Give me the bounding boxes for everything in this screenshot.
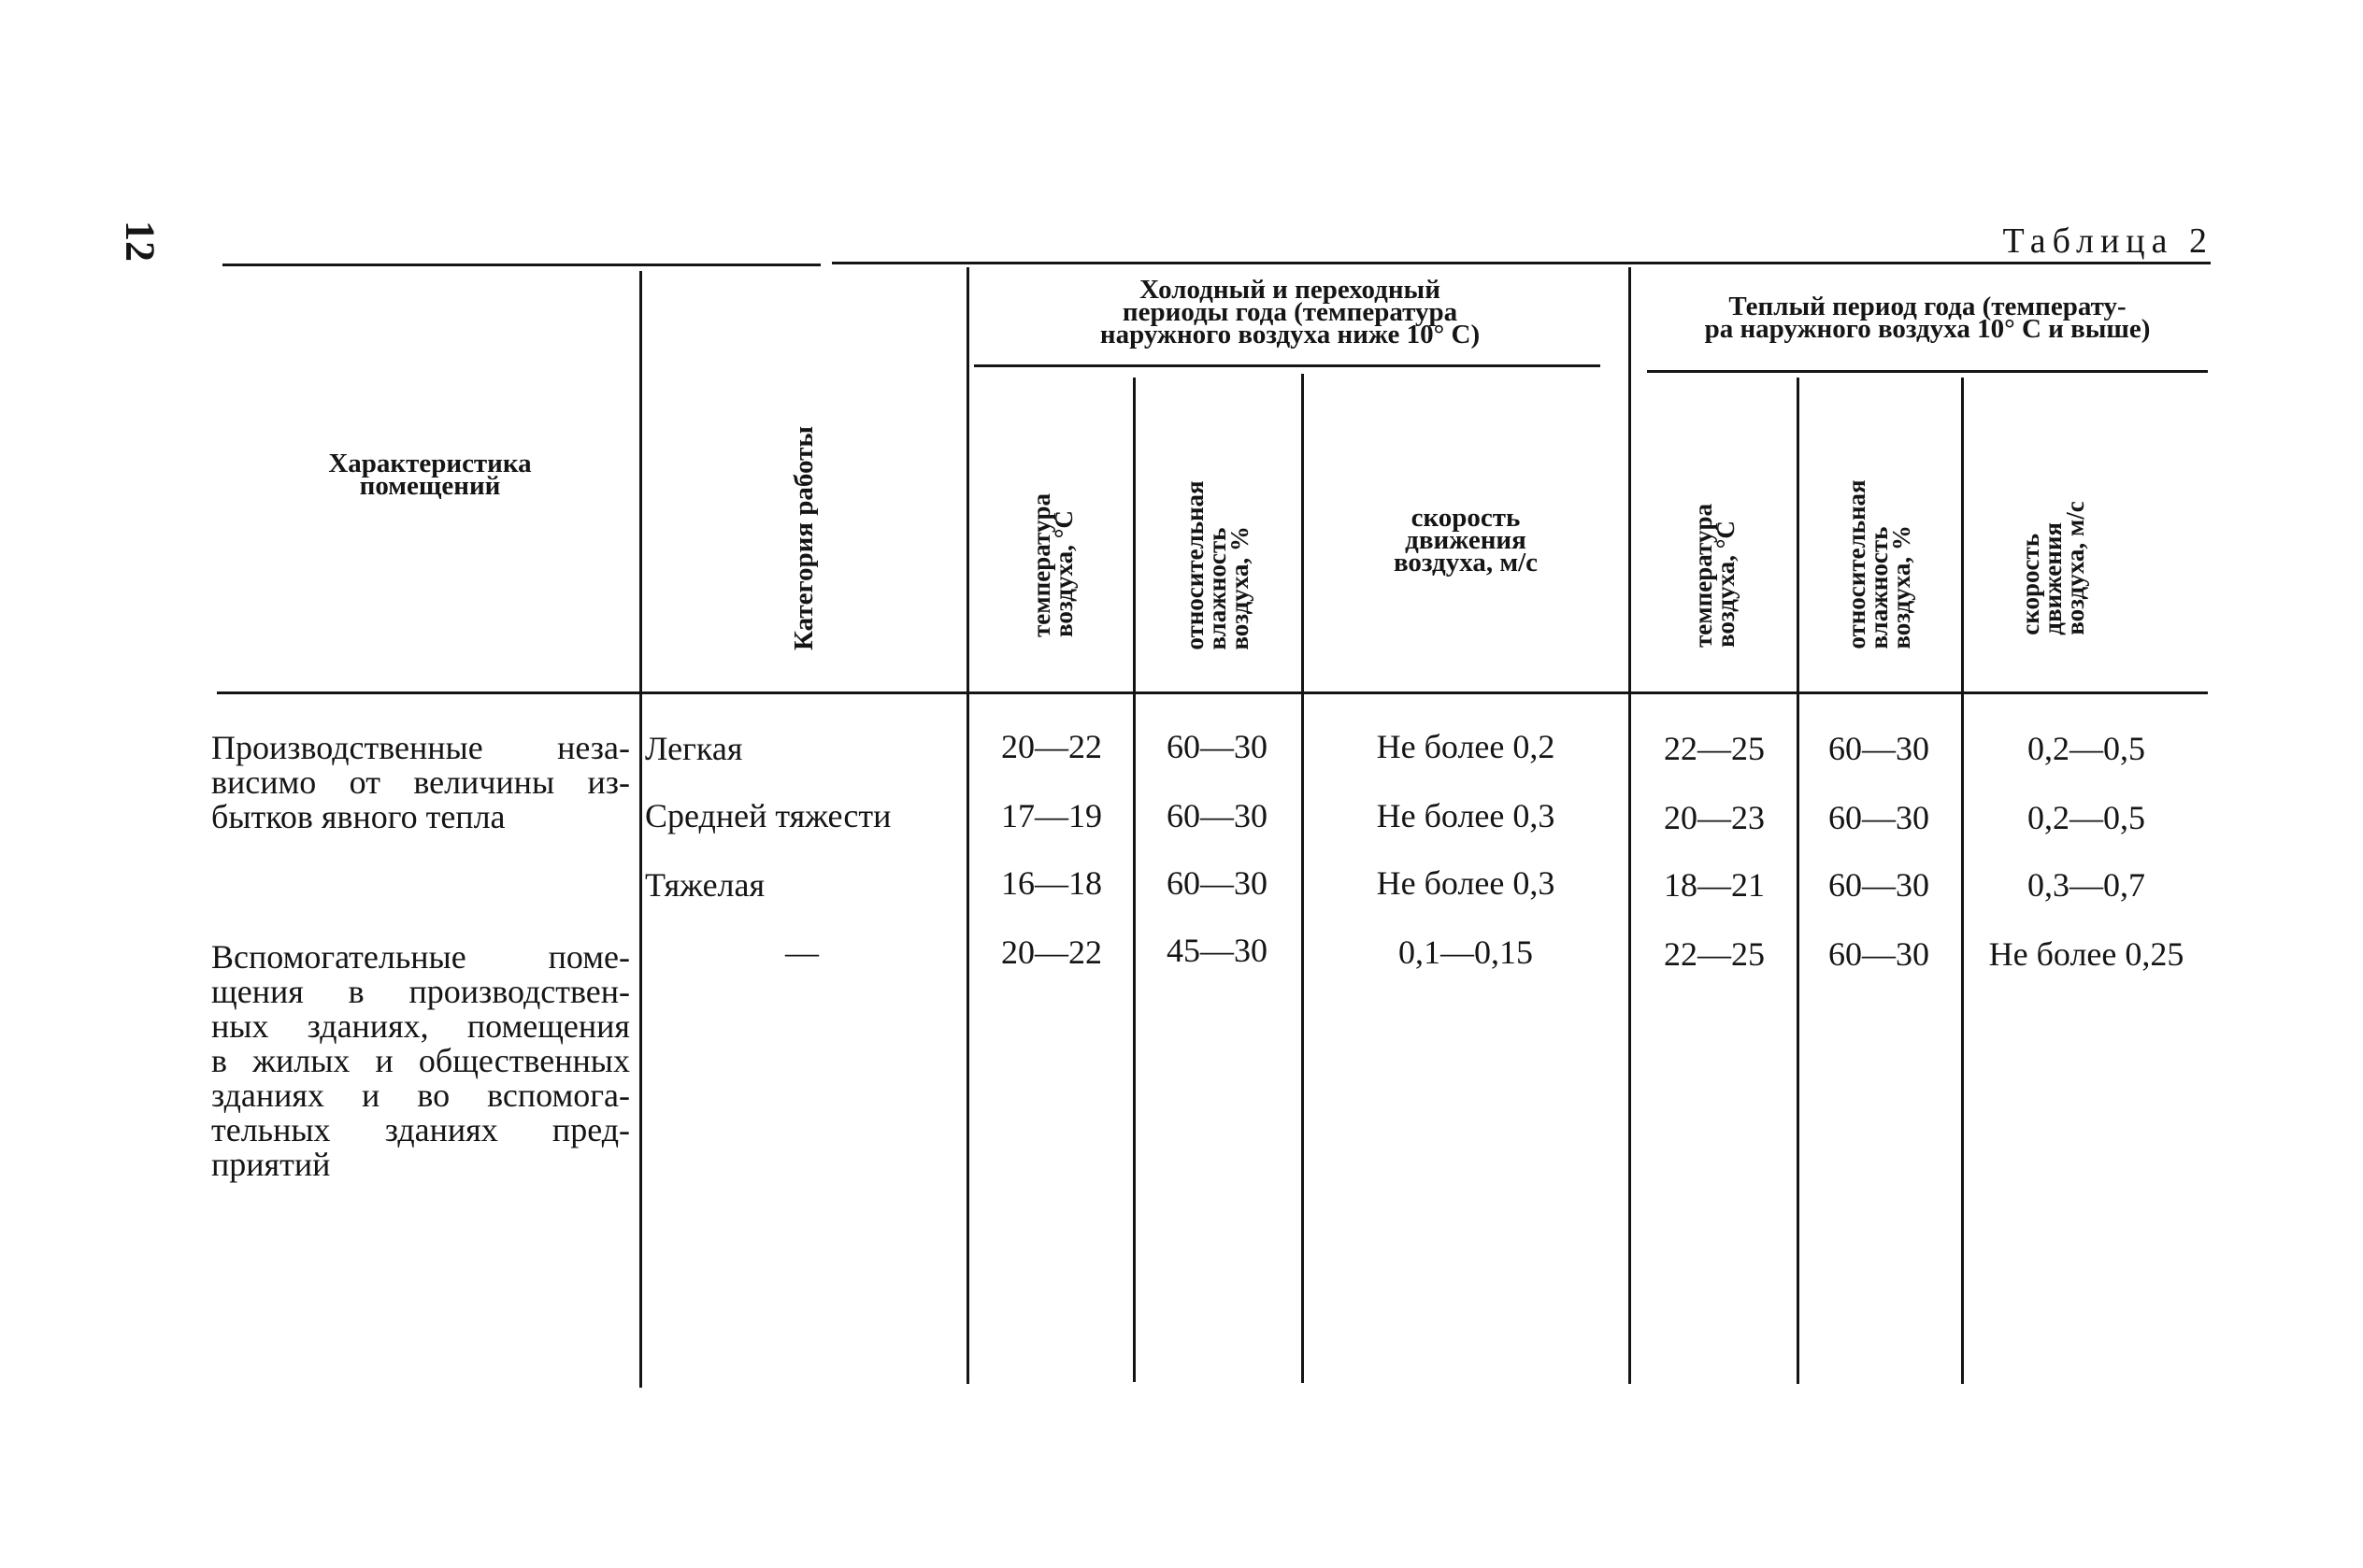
warm-speed-cell: Не более 0,25 (1988, 935, 2184, 973)
cold-speed-cell: Не более 0,3 (1376, 797, 1555, 834)
column-divider (967, 267, 969, 1384)
header-cold-speed: скорость движения воздуха, м/с (1393, 503, 1539, 577)
cold-temperature-cell: 16—18 (1001, 864, 1102, 902)
cold-humidity-cell: 45—30 (1167, 932, 1267, 969)
cold-speed-cell: 0,1—0,15 (1398, 934, 1533, 971)
row-category: Легкая (645, 730, 743, 767)
column-divider (1628, 267, 1631, 1384)
warm-temperature-cell: 22—25 (1664, 730, 1765, 767)
cold-speed-cell: Не более 0,3 (1376, 864, 1555, 902)
header-cold-humidity: относительная влажность воздуха, % (1181, 480, 1253, 650)
column-divider (1797, 378, 1799, 1384)
page-number: 12 (117, 221, 164, 262)
row-category: Средней тяжести (645, 797, 892, 834)
header-bottom-rule (217, 691, 2208, 694)
table-title: Таблица 2 (2002, 221, 2213, 261)
cold-humidity-cell: 60—30 (1167, 728, 1267, 765)
warm-speed-cell: 0,2—0,5 (2027, 799, 2145, 836)
header-warm-speed: скорость движения воздуха, м/с (2016, 501, 2089, 635)
column-divider (1133, 378, 1136, 1382)
cold-temperature-cell: 20—22 (1001, 934, 1102, 971)
header-cold-period: Холодный и переходный периоды года (температура наружного воздуха ниже 10° С) (1099, 275, 1481, 349)
column-divider (1961, 378, 1964, 1384)
warm-speed-cell: 0,3—0,7 (2027, 866, 2145, 904)
warm-temperature-cell: 22—25 (1664, 935, 1765, 973)
warm-temperature-cell: 18—21 (1664, 866, 1765, 904)
cold-speed-cell: Не более 0,2 (1376, 728, 1555, 765)
cold-temperature-cell: 17—19 (1001, 797, 1102, 834)
table-top-rule (222, 264, 821, 266)
row-category: Тяжелая (645, 866, 766, 904)
table-top-rule-right (832, 262, 2211, 264)
header-warm-humidity: относительная влажность воздуха, % (1842, 479, 1915, 649)
warm-humidity-cell: 60—30 (1828, 935, 1929, 973)
warm-humidity-cell: 60—30 (1828, 799, 1929, 836)
column-divider (1301, 374, 1304, 1383)
cold-period-underline (974, 364, 1600, 367)
warm-temperature-cell: 20—23 (1664, 799, 1765, 836)
cold-humidity-cell: 60—30 (1167, 797, 1267, 834)
warm-speed-cell: 0,2—0,5 (2027, 730, 2145, 767)
warm-humidity-cell: 60—30 (1828, 730, 1929, 767)
group-description-auxiliary: Вспомогательные поме- щения в производствен- ных зданиях, помещения в жилых и общественных зданиях и во вспомога- тельных зданиях пред- приятий (211, 938, 630, 1183)
header-warm-period: Теплый период года (температу- ра наружного воздуха 10° С и выше) (1704, 292, 2151, 344)
header-warm-temperature: температура воздуха, °С (1689, 504, 1740, 648)
header-cold-temperature: температура воздуха, °С (1027, 493, 1078, 637)
warm-period-underline (1647, 370, 2208, 373)
column-divider (639, 271, 642, 1388)
cold-humidity-cell: 60—30 (1167, 864, 1267, 902)
group-description-production: Производственные неза- висимо от величины из- бытков явного тепла (211, 729, 630, 835)
cold-temperature-cell: 20—22 (1001, 728, 1102, 765)
header-work-category: Категория работы (789, 426, 819, 650)
header-characteristic: Характеристика помещений (328, 449, 532, 501)
warm-humidity-cell: 60—30 (1828, 866, 1929, 904)
row-category: — (785, 934, 819, 971)
